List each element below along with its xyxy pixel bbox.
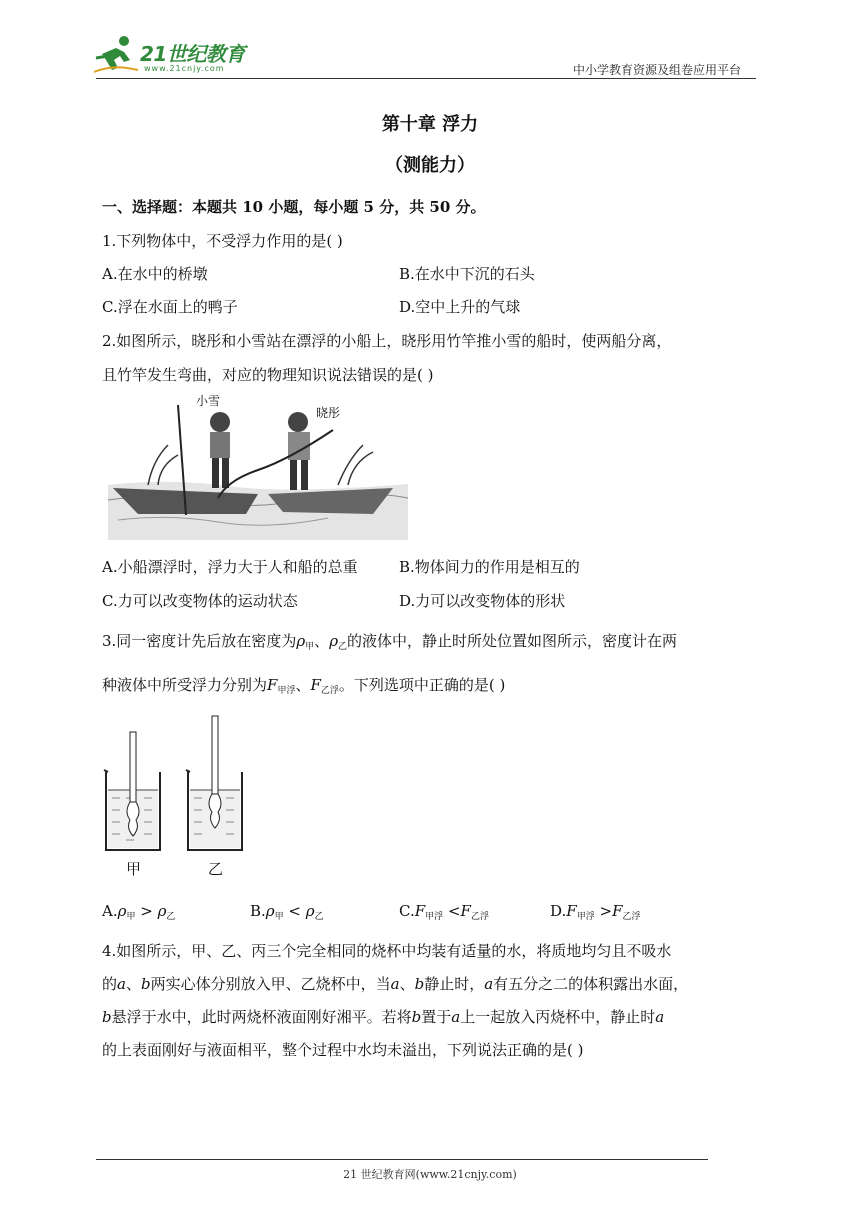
t: 悬浮于水中，此时两烧杯液面刚好湘平。若将 (111, 1008, 412, 1026)
rho-symbol: ρ (296, 632, 306, 650)
rho-symbol: ρ (117, 902, 127, 920)
lt: < (447, 902, 461, 920)
opt-label: B. (250, 902, 266, 920)
q2-stem-line1: 2.如图所示，晓彤和小雪站在漂浮的小船上，晓彤用竹竿推小雪的船时，使两船分离， (102, 332, 672, 350)
F-symbol: F (566, 902, 577, 920)
beaker-label-jia: 甲 (126, 860, 142, 878)
sub-yi: 乙 (314, 912, 324, 922)
q1-option-b: B.在水中下沉的石头 (399, 265, 535, 283)
rho-symbol: ρ (157, 902, 167, 920)
rho-symbol: ρ (305, 902, 315, 920)
q3-stem1-text-b: 的液体中，静止时所处位置如图所示，密度计在两 (347, 632, 678, 650)
F-symbol: F (267, 676, 278, 694)
q1-option-c: C.浮在水面上的鸭子 (102, 298, 238, 316)
gt: > (140, 902, 153, 920)
q3-option-c (399, 902, 489, 922)
sub-yi: 乙 (338, 642, 348, 652)
t: 的 (102, 975, 118, 993)
var-a: a (655, 1008, 665, 1026)
sub-jia: 甲 (126, 912, 136, 922)
sub-yifu: 乙浮 (622, 912, 641, 922)
t: 两实心体分别放入甲、乙烧杯中，当 (150, 975, 391, 993)
q3-stem-line2 (102, 674, 505, 702)
F-symbol: F (460, 902, 471, 920)
F-symbol: F (612, 902, 623, 920)
q3-stem1-text-a: 3.同一密度计先后放在密度为 (102, 632, 297, 650)
header-rule (96, 78, 756, 79)
F-symbol: F (414, 902, 426, 920)
q2-option-d: D.力可以改变物体的形状 (399, 592, 566, 610)
var-b: b (102, 1008, 112, 1026)
var-a: a (117, 975, 126, 993)
var-a: a (484, 975, 494, 993)
page-subtitle: （测能力） (385, 155, 475, 176)
runner-logo-icon (94, 34, 140, 74)
sub-jiafu: 甲浮 (425, 912, 444, 922)
t: 静止时， (424, 975, 485, 993)
footer-text: 21 世纪教育网(www.21cnjy.com) (343, 1168, 517, 1181)
figure-label-xiaoxue: 小雪 (196, 394, 221, 408)
sub-jiafu: 甲浮 (576, 912, 595, 922)
q3-option-b (250, 902, 324, 922)
t: 置于 (421, 1008, 452, 1026)
opt-label: D. (550, 902, 567, 920)
section-heading: 一、选择题：本题共 10 小题，每小题 5 分，共 50 分。 (102, 198, 486, 216)
sub-yifu: 乙浮 (470, 912, 489, 922)
var-b: b (140, 975, 151, 993)
var-a: a (390, 975, 400, 993)
figure-label-xiaotong: 晓彤 (316, 406, 341, 420)
opt-label: C. (399, 902, 415, 920)
sep: 、 (399, 975, 415, 993)
q2-option-c: C.力可以改变物体的运动状态 (102, 592, 298, 610)
lt: < (288, 902, 301, 920)
q3-stem-line1 (102, 630, 677, 658)
boat-figure (108, 390, 408, 540)
var-b: b (411, 1008, 422, 1026)
F-symbol: F (310, 676, 321, 694)
q2-option-b: B.物体间力的作用是相互的 (399, 558, 580, 576)
sep: 、 (314, 632, 330, 650)
logo-url: www.21cnjy.com (144, 64, 225, 73)
q4-line3 (102, 1006, 664, 1028)
q1-option-d: D.空中上升的气球 (399, 298, 521, 316)
page-title: 第十章 浮力 (381, 114, 479, 135)
beaker-label-yi: 乙 (208, 860, 224, 878)
q3-option-a (102, 902, 175, 922)
sep: 、 (295, 676, 311, 694)
gt: > (599, 902, 613, 920)
q3-stem2-text-b: 。下列选项中正确的是( ) (338, 676, 506, 694)
sub-yi: 乙 (166, 912, 176, 922)
logo-text: 21世纪教育 (140, 42, 245, 66)
sub-jia: 甲 (274, 912, 284, 922)
rho-symbol: ρ (265, 902, 275, 920)
var-b: b (414, 975, 425, 993)
q2-option-a: A.小船漂浮时，浮力大于人和船的总重 (102, 558, 358, 576)
t: 上一起放入丙烧杯中，静止时 (460, 1008, 656, 1026)
footer-rule (96, 1159, 708, 1160)
sep: 、 (125, 975, 141, 993)
t: 有五分之二的体积露出水面， (493, 975, 689, 993)
var-a: a (451, 1008, 461, 1026)
q1-stem: 1.下列物体中，不受浮力作用的是( ) (102, 232, 343, 250)
q4-line2 (102, 973, 688, 995)
opt-label: A. (102, 902, 118, 920)
q2-stem-line2: 且竹竿发生弯曲，对应的物理知识说法错误的是( ) (102, 366, 434, 384)
sub-jiafu: 甲浮 (277, 686, 296, 696)
q1-option-a: A.在水中的桥墩 (102, 265, 208, 283)
q3-stem2-text-a: 种液体中所受浮力分别为 (102, 676, 268, 694)
q4-line1: 4.如图所示，甲、乙、丙三个完全相同的烧杯中均装有适量的水，将质地均匀且不吸水 (102, 942, 672, 960)
rho-symbol: ρ (329, 632, 339, 650)
q4-line4: 的上表面刚好与液面相平，整个过程中水均未溢出，下列说法正确的是( ) (102, 1041, 584, 1059)
beaker-figure (100, 712, 260, 882)
sub-jia: 甲 (305, 642, 315, 652)
header-platform-text: 中小学教育资源及组卷应用平台 (573, 63, 742, 77)
sub-yifu: 乙浮 (320, 686, 339, 696)
q3-option-d (550, 902, 641, 922)
logo (94, 34, 264, 78)
